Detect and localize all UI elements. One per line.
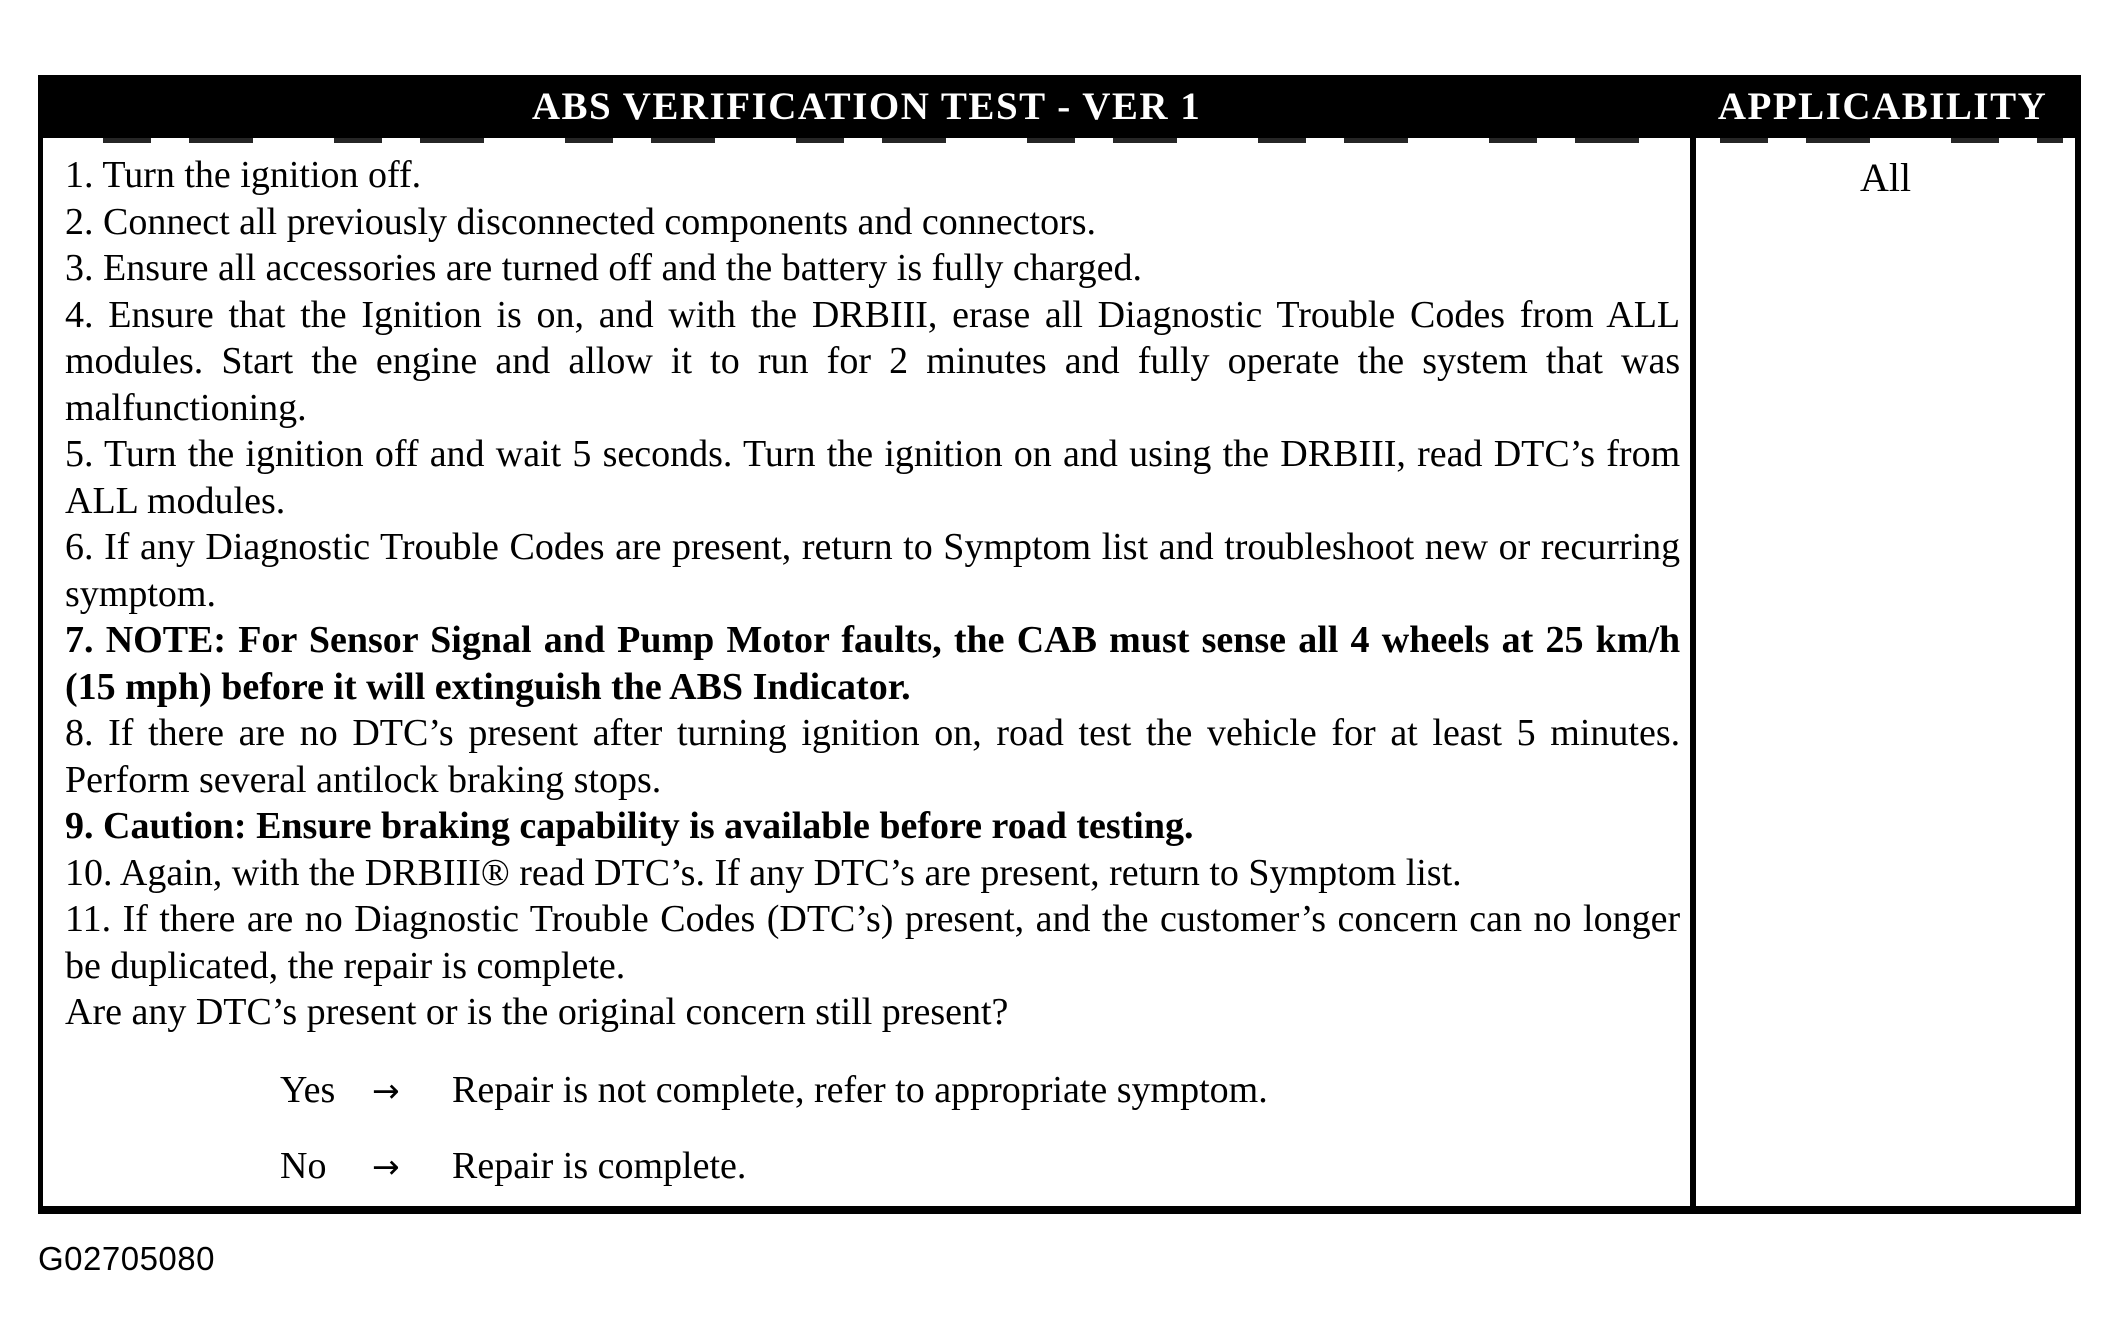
header-cell-title	[43, 75, 1690, 138]
answer-label-no: No	[280, 1145, 327, 1187]
applicability-header-label: APPLICABILITY	[1717, 85, 2048, 128]
procedure-step: 5. Turn the ignition off and wait 5 seconds. Turn the ignition on and using the DRBIII, read DTC’s from ALL modules.	[65, 433, 1681, 522]
arrow-right-icon: →	[372, 1147, 400, 1186]
procedure-step: 3. Ensure all accessories are turned off and the battery is fully charged.	[65, 247, 1142, 289]
table-body-row	[43, 138, 2075, 1206]
verification-question: Are any DTC’s present or is the original concern still present?	[65, 991, 1009, 1033]
verification-test-table	[38, 75, 2081, 1214]
procedure-step: 4. Ensure that the Ignition is on, and with the DRBIII, erase all Diagnostic Trouble Codes from ALL modules. Start the engine and allow it to run for 2 minutes and fully operate the system that was malfunctioning.	[65, 293, 1681, 429]
procedure-step-note: 7. NOTE: For Sensor Signal and Pump Motor faults, the CAB must sense all 4 wheels at 25 km/h (15 mph) before it will extinguish the ABS Indicator.	[65, 619, 1681, 708]
answer-row-yes	[65, 1067, 1680, 1115]
procedure-step: 10. Again, with the DRBIII® read DTC’s. If any DTC’s are present, return to Symptom list.	[65, 851, 1462, 894]
arrow-right-icon: →	[372, 1070, 400, 1110]
procedure-step: 1. Turn the ignition off.	[65, 154, 422, 196]
procedure-step-caution: 9. Caution: Ensure braking capability is available before road testing.	[65, 805, 1194, 847]
table-title: ABS VERIFICATION TEST - VER 1	[531, 85, 1202, 128]
answers-block	[65, 1067, 1680, 1191]
procedure-step: 11. If there are no Diagnostic Trouble Codes (DTC’s) present, and the customer’s concern can no longer be duplicated, the repair is complete.	[65, 898, 1681, 987]
procedure-cell	[43, 138, 1690, 1206]
answer-result-yes: Repair is not complete, refer to appropriate symptom.	[452, 1068, 1268, 1111]
procedure-step: 8. If there are no DTC’s present after turning ignition on, road test the vehicle for at least 5 minutes. Perform several antilock braking stops.	[65, 712, 1681, 801]
answer-row-no	[65, 1143, 1680, 1191]
answer-result-no: Repair is complete.	[452, 1145, 747, 1187]
applicability-value: All	[1860, 155, 1912, 200]
procedure-step: 6. If any Diagnostic Trouble Codes are present, return to Symptom list and troubleshoot new or recurring symptom.	[65, 526, 1681, 615]
applicability-cell	[1690, 138, 2075, 1206]
figure-code: G02705080	[38, 1240, 215, 1277]
scan-artifact	[103, 138, 2063, 143]
answer-label-yes: Yes	[280, 1068, 336, 1111]
table-header-row	[43, 75, 2075, 138]
procedure-step: 2. Connect all previously disconnected components and connectors.	[65, 200, 1097, 243]
header-cell-applicability	[1690, 75, 2075, 138]
